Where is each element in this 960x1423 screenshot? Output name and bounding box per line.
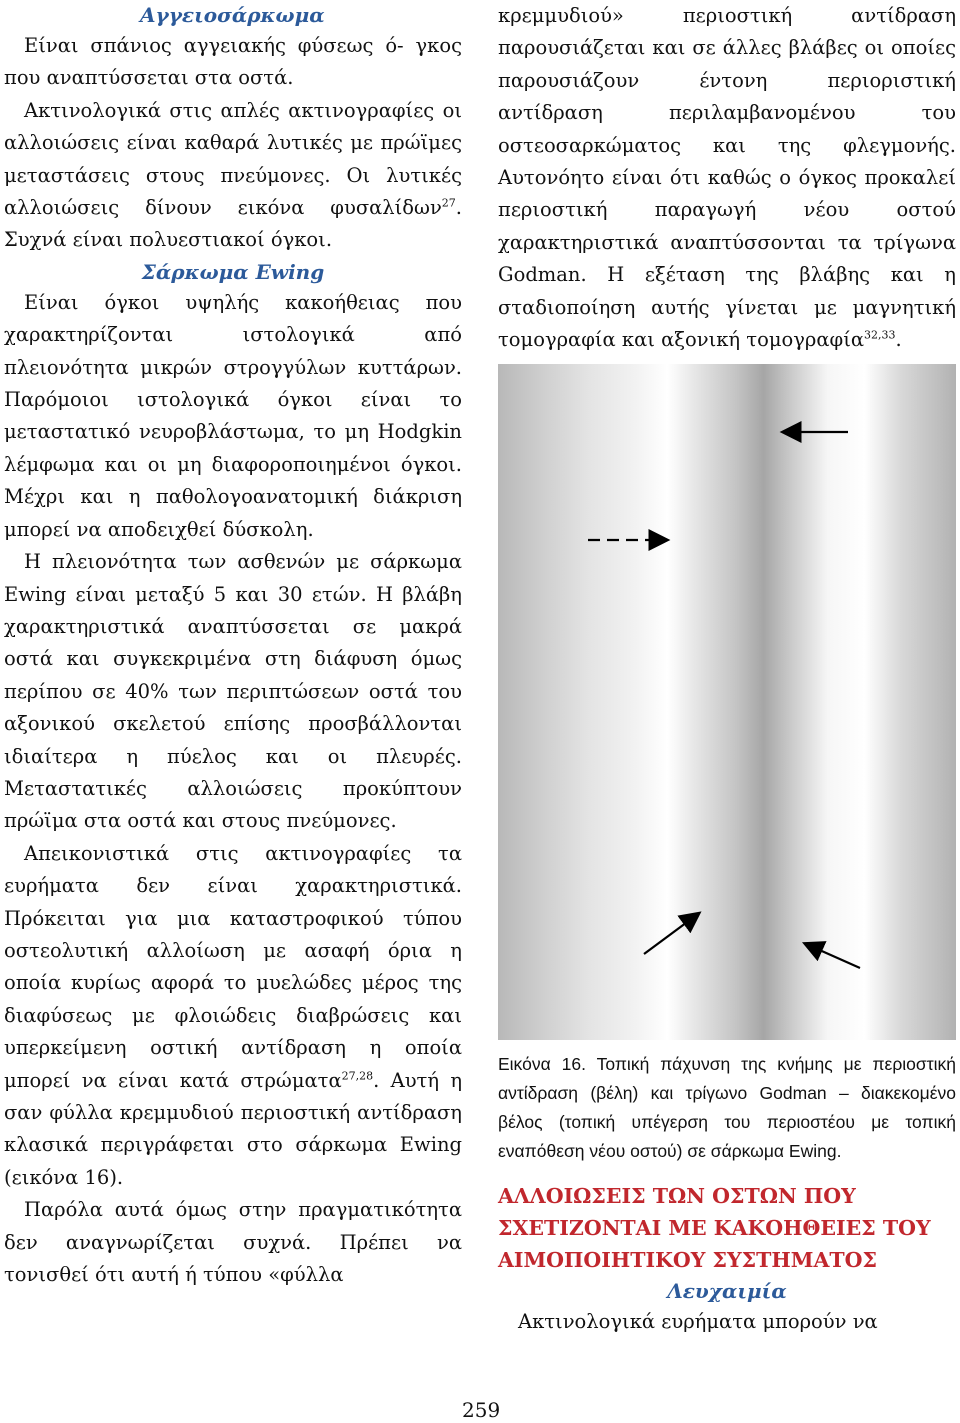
section-title: ΑΛΛΟΙΩΣΕΙΣ ΤΩΝ ΟΣΤΩΝ ΠΟΥ ΣΧΕΤΙΖΟΝΤΑΙ ΜΕ ΚΑΚΟΗΘΕΙΕΣ ΤΟΥ ΑΙΜΟΠΟΙΗΤΙΚΟΥ ΣΥΣΤΗΜΑΤΟΣ <box>498 1184 931 1273</box>
heading-ewing-sarcoma: Σάρκωμα Ewing <box>141 259 325 284</box>
left-column <box>4 0 462 1291</box>
paragraph-angiosarcoma-radiology <box>4 95 462 257</box>
reference-superscript: 27 <box>441 196 456 210</box>
figure-caption: Εικόνα 16. Τοπική πάχυνση της κνήμης με περιοστική αντίδραση (βέλη) και τρίγωνο Godman – διακεκομένο βέλος (τοπική υπέγερση του περιοστέου με τοπική εναπόθεση νέου οστού) σε σάρκωμα Ewing. <box>498 1054 956 1162</box>
paragraph-ewing-epidemiology: Η πλειονότητα των ασθενών με σάρκωμα Ewing είναι μεταξύ 5 και 30 ετών. Η βλάβη χαρακτηριστικά αναπτύσσεται σε μακρά οστά και συγκεκριμένα στη διάφυση όμως περίπου σε 40% των περιπτώσεων οστά του αξονικού σκελετού επίσης προσβάλλονται ιδιαίτερα η πύελος και οι πλευρές. Μεταστατικές αλλοιώσεις προκύπτουν πρώϊμα στα οστά και στους πνεύμονες. <box>4 550 462 833</box>
paragraph-text: Απεικονιστικά στις ακτινογραφίες τα ευρήματα δεν είναι χαρακτηριστικά. Πρόκειται για μια καταστροφικού τύπου οστεολυτική αλλοίωση με ασαφή όρια η οποία κυρίως αφορά το μυελώδες μέρος της διαφύσεως με φλοιώδεις διαβρώσεις και υπερκείμενη οστική αντίδραση η οποία μπορεί να είναι κατά στρώματα <box>4 841 462 1092</box>
paragraph-text: . Αυτή η σαν φύλλα κρεμμυδιού περιοστική αντίδραση κλασικά περιγράφεται στο σάρκωμα Ewing (εικόνα 16). <box>4 1068 462 1189</box>
reference-superscript: 32,33 <box>864 328 896 342</box>
paragraph-ewing-recognition: Παρόλα αυτά όμως στην πραγματικότητα δεν αναγνωρίζεται συχνά. Πρέπει να τονισθεί ότι αυτή ή τύπου «φύλλα <box>4 1198 462 1287</box>
paragraph-text: κρεμμυδιού» περιοστική αντίδραση παρουσιάζεται και σε άλλες βλάβες οι οποίες παρουσιάζουν έντονη περιοριστική αντίδραση περιλαμβανομένου του οστεοσαρκώματος και της φλεγμονής. Αυτονόητο είναι ότι καθώς ο όγκος προκαλεί περιοστική παραγωγή νέου οστού χαρακτηριστικά αναπτύσσονται τα τρίγωνα Godman. Η εξέταση της βλάβης και η σταδιοποίηση αυτής γίνεται με μαγνητική τομογραφία και αξονική τομογραφία <box>498 4 956 352</box>
right-column <box>498 0 956 1339</box>
heading-angiosarcoma: Αγγειοσάρκωμα <box>140 3 325 27</box>
paragraph-periosteal-reaction <box>498 0 956 356</box>
heading-leukemia: Λευχαιμία <box>667 1279 787 1304</box>
paragraph-ewing-imaging <box>4 838 462 1194</box>
solid-arrow-bottom-left <box>644 914 698 954</box>
paragraph-text: . Συχνά είναι πολυεστιακοί όγκοι. <box>4 196 462 252</box>
xray-arrows-overlay <box>498 364 956 1040</box>
figure-xray-tibia <box>498 364 956 1040</box>
paragraph-angiosarcoma-definition: Είναι σπάνιος αγγειακής φύσεως ό- γκος που αναπτύσσεται στα οστά. <box>4 34 462 90</box>
reference-superscript: 27,28 <box>341 1069 374 1083</box>
paragraph-text: Ακτινολογικά στις απλές ακτινογραφίες οι αλλοιώσεις είναι καθαρά λυτικές με πρώϊμες μεταστάσεις στους πνεύμονες. Οι λυτικές αλλοιώσεις δίνουν εικόνα φυσαλίδων <box>4 98 462 220</box>
paragraph-text: . <box>895 328 902 352</box>
paragraph-leukemia-findings: Ακτινολογικά ευρήματα μπορούν να <box>518 1310 878 1334</box>
paragraph-ewing-histology: Είναι όγκοι υψηλής κακοήθειας που χαρακτηρίζονται ιστολογικά από πλειονότητα μικρών στρογγύλων κυττάρων. Παρόμοιοι ιστολογικά όγκοι είναι το μεταστατικό νευροβλάστωμα, το μη Hodgkin λέμφωμα και οι μη διαφοροποιημένοι όγκοι. Μέχρι και η παθολογοανατομική διάκριση μπορεί να αποδειχθεί δύσκολη. <box>4 290 462 541</box>
solid-arrow-bottom-right <box>806 944 860 968</box>
page-number: 259 <box>462 1398 501 1422</box>
